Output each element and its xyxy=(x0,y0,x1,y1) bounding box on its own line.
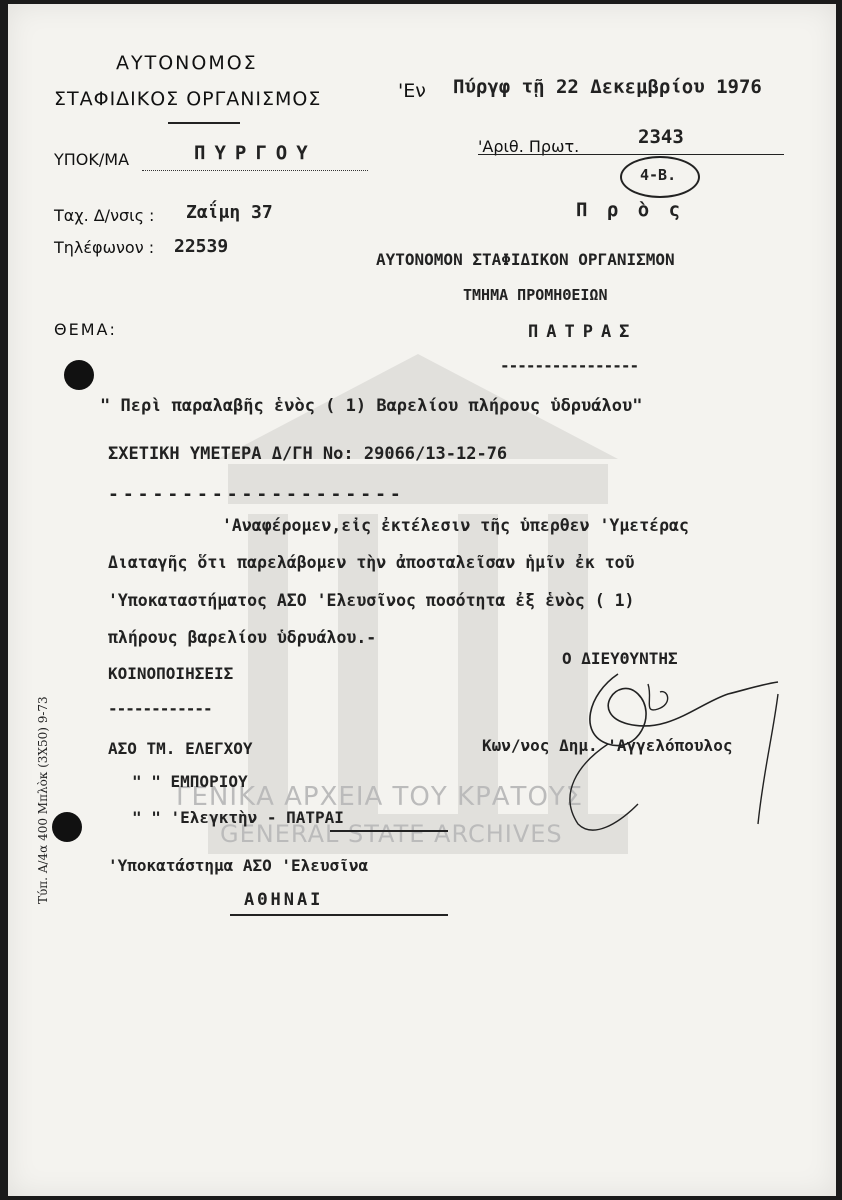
punch-hole-top xyxy=(64,360,94,390)
recipient-line2: ΤΜΗΜΑ ΠΡΟΜΗΘΕΙΩΝ xyxy=(463,286,608,304)
subject-label: ΘΕΜΑ: xyxy=(54,320,117,339)
protocol-label: 'Αριθ. Πρωτ. xyxy=(478,137,580,156)
body-line-3: 'Υποκαταστήματος ΑΣΟ 'Ελευσῖνος ποσότητα ἐξ ἑνὸς ( 1) xyxy=(108,591,635,610)
recipient-line1: ΑΥΤΟΝΟΜΟΝ ΣΤΑΦΙΔΙΚΟΝ ΟΡΓΑΝΙΣΜΟΝ xyxy=(376,250,675,269)
cc-separator: ------------ xyxy=(108,699,212,718)
protocol-number: 2343 xyxy=(638,126,684,148)
related-reference: ΣΧΕΤΙΚΗ ΥΜΕΤΕΡΑ Δ/ΓΗ Νο: 29066/13-12-76 xyxy=(108,444,508,464)
cc-item-3-underline xyxy=(330,830,448,832)
recipient-to-label: Π ρ ὸ ς xyxy=(576,199,685,221)
recipient-line3: ΠΑΤΡΑΣ xyxy=(528,322,638,342)
protocol-section: 4-Β. xyxy=(640,166,677,184)
punch-hole-bottom xyxy=(52,812,82,842)
cc-item-1: ΑΣΟ ΤΜ. ΕΛΕΓΧΟΥ xyxy=(108,739,253,758)
body-separator: -------------------- xyxy=(108,484,405,505)
body-line-1: 'Αναφέρομεν,εἰς ἐκτέλεσιν τῆς ὑπερθεν 'Υμετέρας xyxy=(222,516,689,535)
letter-page xyxy=(8,4,836,1196)
cc-item-3: " " 'Ελεγκτὴν - ΠΑΤΡΑΙ xyxy=(132,808,344,827)
cc-city: ΑΘΗΝΑΙ xyxy=(244,890,324,910)
org-name-line2: ΣΤΑΦΙΔΙΚΟΣ ΟΡΓΑΝΙΣΜΟΣ xyxy=(54,88,322,110)
subbranch-dotted-line xyxy=(142,170,368,171)
phone-label: Τηλέφωνον : xyxy=(54,238,155,257)
watermark-text-greek: ΓΕΝΙΚΑ ΑΡΧΕΙΑ ΤΟΥ ΚΡΑΤΟΥΣ xyxy=(176,782,584,812)
cc-city-underline xyxy=(230,914,448,916)
protocol-underline xyxy=(478,154,784,155)
address-label: Ταχ. Δ/νσις : xyxy=(54,206,155,225)
address-value: Ζαΐμη 37 xyxy=(186,202,273,223)
header-divider xyxy=(168,122,240,124)
subject-text: " Περὶ παραλαβῆς ἑνὸς ( 1) Βαρελίου πλήρους ὑδρυάλου" xyxy=(100,396,643,416)
subbranch-label: ΥΠΟΚ/ΜΑ xyxy=(54,150,130,169)
cc-item-4: 'Υποκατάστημα ΑΣΟ 'Ελευσῖνα xyxy=(108,856,369,875)
printer-margin-note: Τύπ. Α/4α 400 Μπλὸκ (3Χ50) 9-73 xyxy=(36,696,50,904)
signature-title: Ο ΔΙΕΥΘΥΝΤΗΣ xyxy=(562,649,678,668)
signatory-name: Κων/νος Δημ. 'Αγγελόπουλος xyxy=(482,736,733,755)
watermark-text-english: GENERAL STATE ARCHIVES xyxy=(220,820,563,848)
body-line-4: πλήρους βαρελίου ὑδρυάλου.- xyxy=(108,628,377,647)
cc-label: ΚΟΙΝΟΠΟΙΗΣΕΙΣ xyxy=(108,664,234,683)
org-name-line1: ΑΥΤΟΝΟΜΟΣ xyxy=(116,52,258,74)
phone-value: 22539 xyxy=(174,236,229,257)
subbranch-value: ΠΥΡΓΟΥ xyxy=(194,142,317,164)
cc-item-2: " " ΕΜΠΟΡΙΟΥ xyxy=(132,772,248,791)
recipient-separator: ---------------- xyxy=(500,356,639,375)
body-line-2: Διαταγῆς ὅτι παρελάβομεν τὴν ἀποσταλεῖσαν ἡμῖν ἐκ τοῦ xyxy=(108,553,635,572)
dateline-value: Πύργφ τῇ 22 Δεκεμβρίου 1976 xyxy=(453,76,762,98)
dateline-prefix: 'Εν xyxy=(398,80,426,102)
